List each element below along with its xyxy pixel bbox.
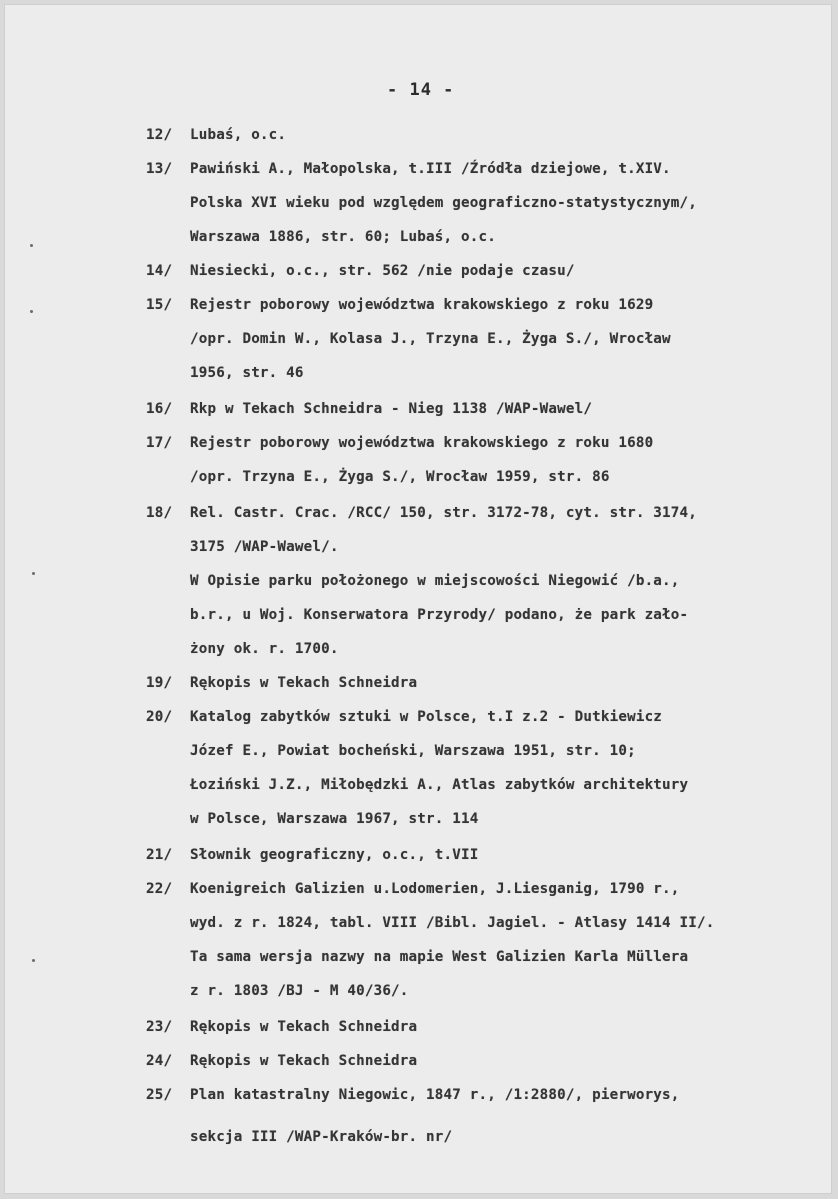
footnote-text: 1956, str. 46 — [190, 365, 304, 381]
footnote-number: 24/ — [146, 1053, 173, 1069]
footnote-number: 18/ — [146, 505, 173, 521]
footnote-text: sekcja III /WAP-Kraków-br. nr/ — [190, 1129, 453, 1145]
footnote-number: 17/ — [146, 435, 173, 451]
footnote-number: 12/ — [146, 127, 173, 143]
footnote-text: Ta sama wersja nazwy na mapie West Galizien Karla Müllera — [190, 949, 689, 965]
footnote-text: Plan katastralny Niegowic, 1847 r., /1:2880/, pierworys, — [190, 1087, 680, 1103]
scan-speck — [32, 572, 35, 575]
footnote-number: 25/ — [146, 1087, 173, 1103]
footnote-text: Niesiecki, o.c., str. 562 /nie podaje czasu/ — [190, 263, 575, 279]
footnote-text: Słownik geograficzny, o.c., t.VII — [190, 847, 479, 863]
footnote-text: Józef E., Powiat bocheński, Warszawa 1951, str. 10; — [190, 743, 636, 759]
footnote-text: b.r., u Woj. Konserwatora Przyrody/ podano, że park zało- — [190, 607, 689, 623]
footnote-text: wyd. z r. 1824, tabl. VIII /Bibl. Jagiel. - Atlasy 1414 II/. — [190, 915, 715, 931]
scan-speck — [30, 244, 33, 247]
footnote-text: żony ok. r. 1700. — [190, 641, 339, 657]
footnote-text: W Opisie parku położonego w miejscowości Niegowić /b.a., — [190, 573, 680, 589]
footnote-number: 14/ — [146, 263, 173, 279]
footnote-text: Rękopis w Tekach Schneidra — [190, 675, 418, 691]
footnote-text: 3175 /WAP-Wawel/. — [190, 539, 339, 555]
footnote-text: Warszawa 1886, str. 60; Lubaś, o.c. — [190, 229, 496, 245]
footnote-text: Polska XVI wieku pod względem geograficzno-statystycznym/, — [190, 195, 698, 211]
scan-speck — [30, 310, 33, 313]
page-number: - 14 - — [387, 80, 455, 100]
scan-speck — [32, 959, 35, 962]
footnote-text: Rękopis w Tekach Schneidra — [190, 1053, 418, 1069]
footnote-text: /opr. Trzyna E., Żyga S./, Wrocław 1959, str. 86 — [190, 469, 610, 485]
footnote-number: 20/ — [146, 709, 173, 725]
document-page — [4, 4, 832, 1194]
footnote-number: 13/ — [146, 161, 173, 177]
footnote-text: Rejestr poborowy województwa krakowskiego z roku 1629 — [190, 297, 654, 313]
footnote-text: Rejestr poborowy województwa krakowskiego z roku 1680 — [190, 435, 654, 451]
footnote-text: /opr. Domin W., Kolasa J., Trzyna E., Żyga S./, Wrocław — [190, 331, 671, 347]
footnote-number: 22/ — [146, 881, 173, 897]
footnote-text: z r. 1803 /BJ - M 40/36/. — [190, 983, 409, 999]
footnote-number: 19/ — [146, 675, 173, 691]
footnote-number: 21/ — [146, 847, 173, 863]
footnote-text: Rel. Castr. Crac. /RCC/ 150, str. 3172-78, cyt. str. 3174, — [190, 505, 698, 521]
footnote-text: Łoziński J.Z., Miłobędzki A., Atlas zabytków architektury — [190, 777, 689, 793]
footnote-text: Pawiński A., Małopolska, t.III /Źródła dziejowe, t.XIV. — [190, 161, 671, 177]
footnote-text: Katalog zabytków sztuki w Polsce, t.I z.2 - Dutkiewicz — [190, 709, 663, 725]
footnote-number: 23/ — [146, 1019, 173, 1035]
footnote-text: w Polsce, Warszawa 1967, str. 114 — [190, 811, 479, 827]
footnote-number: 16/ — [146, 401, 173, 417]
footnote-text: Rękopis w Tekach Schneidra — [190, 1019, 418, 1035]
footnote-text: Lubaś, o.c. — [190, 127, 287, 143]
footnote-text: Koenigreich Galizien u.Lodomerien, J.Liesganig, 1790 r., — [190, 881, 680, 897]
footnote-text: Rkp w Tekach Schneidra - Nieg 1138 /WAP-Wawel/ — [190, 401, 593, 417]
footnote-number: 15/ — [146, 297, 173, 313]
